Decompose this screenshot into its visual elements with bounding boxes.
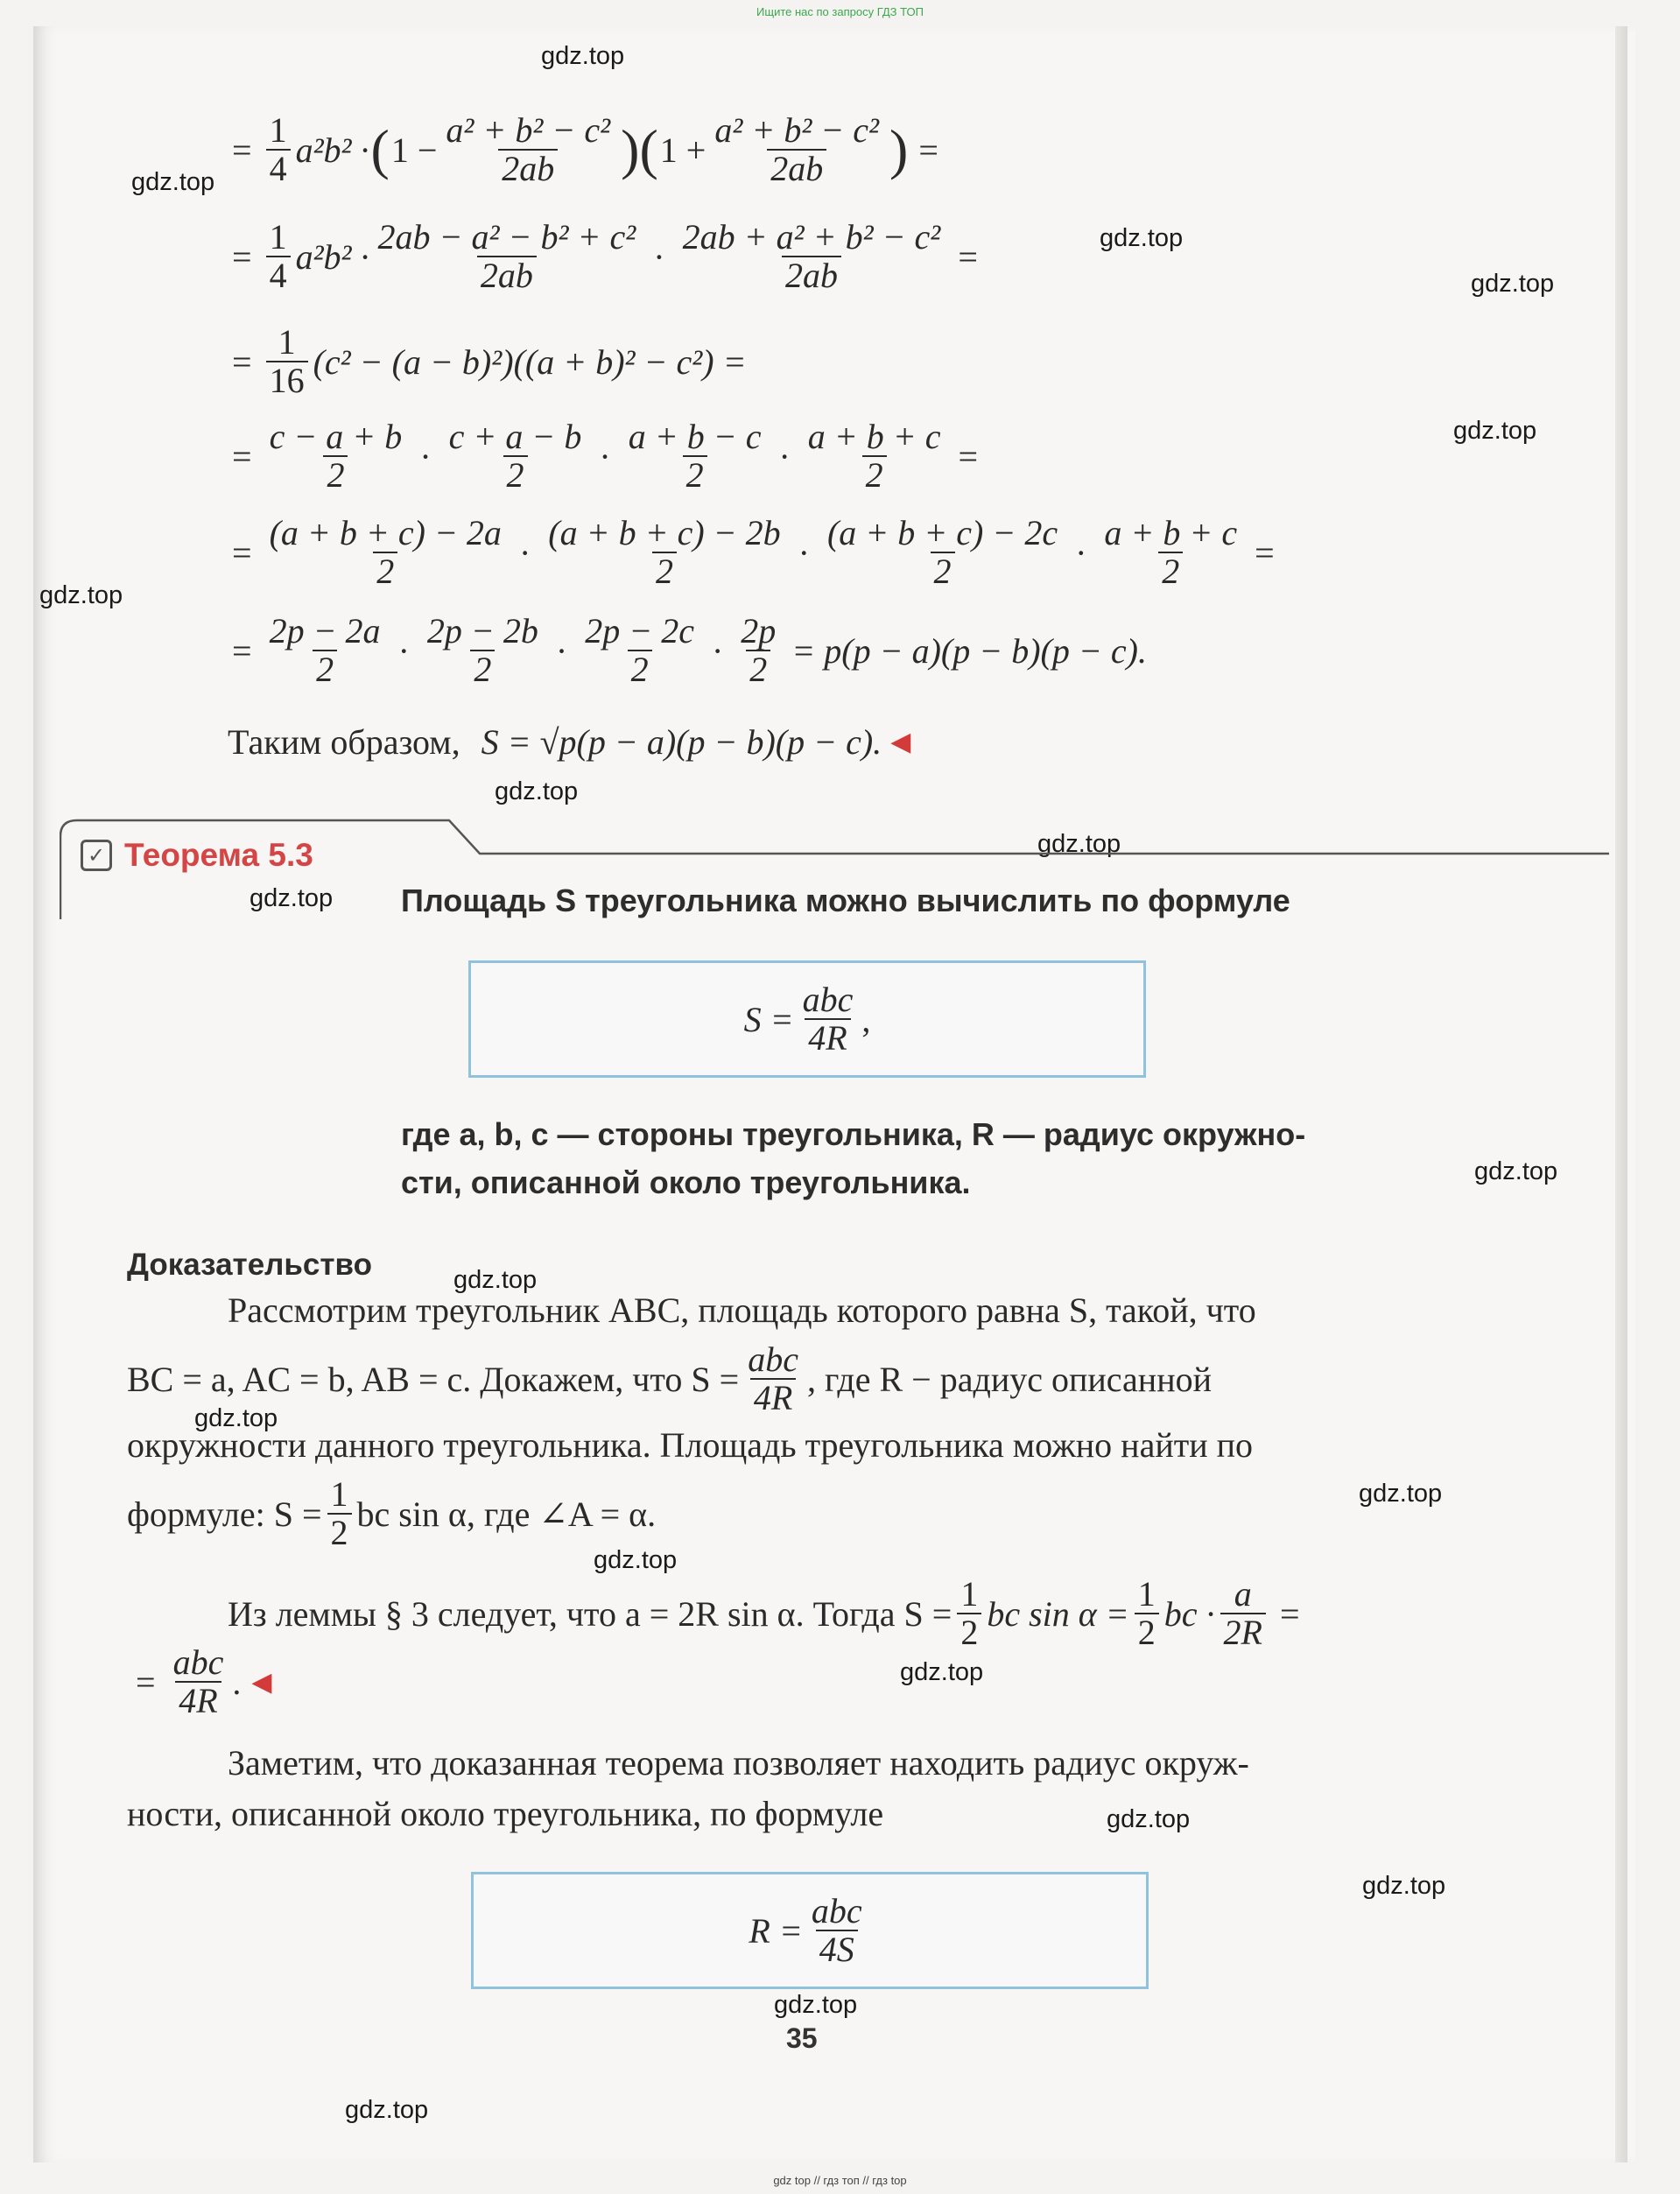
theorem-where-line: где a, b, c — стороны треугольника, R — радиус окружно- [401, 1116, 1306, 1152]
theorem-formula-box [468, 960, 1146, 1078]
top-banner[interactable]: Ищите нас по запросу ГДЗ ТОП [756, 5, 924, 18]
paren: )( [621, 118, 658, 180]
watermark: gdz.top [1471, 270, 1555, 298]
equals-sign: = [232, 532, 252, 573]
watermark: gdz.top [1107, 1805, 1191, 1833]
fraction: $\frac{\text{2ab − a² − b² + c²}}{2ab}$ [377, 217, 636, 295]
fraction: $\frac{2p - 2b}{2}$ [426, 611, 538, 689]
watermark: gdz.top [1362, 1872, 1446, 1900]
fraction: $\frac{c - a + b}{2}$ [269, 417, 403, 495]
page-edge [1615, 26, 1627, 2162]
conclusion-text: Таким образом, [228, 722, 460, 762]
term: a²b² · [295, 236, 369, 277]
fraction: $\frac{2p - 2a}{2}$ [269, 611, 381, 689]
dot-operator: · [599, 436, 611, 476]
proof-paragraph: Заметим, что доказанная теорема позволяет находить радиус окруж- ности, описанной около треугольника, по формуле [127, 1743, 1249, 1833]
fraction: $\frac{\text{a² + b² − c²}}{2ab}$ [714, 110, 880, 188]
fraction: $\frac{1}{16}$ [266, 324, 308, 399]
equation-line-1 [223, 112, 947, 187]
watermark: gdz.top [900, 1658, 984, 1686]
watermark: gdz.top [774, 1991, 858, 2019]
theorem-where-line: сти, описанной около треугольника. [401, 1164, 971, 1200]
dot-operator: · [711, 630, 724, 671]
proof-heading: Доказательство [127, 1248, 372, 1282]
term: (c² − (a − b)²)((a + b)² − c²) = [313, 341, 747, 382]
fraction: $\frac{\text{abc}}{4R}$ [748, 1340, 798, 1417]
watermark: gdz.top [594, 1546, 678, 1574]
proof-line: Рассмотрим треугольник ABC, площадь которого равна S, такой, что [228, 1290, 1256, 1330]
equation-line-6 [223, 613, 1147, 688]
fraction: $\frac{\text{a² + b² − c²}}{2ab}$ [446, 110, 611, 188]
watermark: gdz.top [495, 777, 579, 805]
term: 1 − [390, 130, 438, 170]
watermark: gdz.top [131, 168, 215, 196]
fraction: $\frac{1}{4}$ [266, 112, 291, 187]
formula-tail: , [861, 999, 871, 1039]
watermark: gdz.top [250, 884, 334, 912]
equals-sign: = [232, 436, 252, 476]
fraction: $\frac{c + a - b}{2}$ [448, 417, 582, 495]
watermark: gdz.top [453, 1266, 538, 1294]
fraction: $\frac{(a + b + c) - 2b}{2}$ [548, 513, 781, 591]
equation-line-4 [223, 418, 987, 494]
paren: ) [889, 118, 909, 180]
fraction: $\frac{\text{2ab + a² + b² − c²}}{2ab}$ [682, 217, 941, 295]
dot-operator: · [397, 630, 410, 671]
term: = p(p − a)(p − b)(p − c). [791, 630, 1147, 671]
proof-line: окружности данного треугольника. Площадь треугольника можно найти по [127, 1425, 1254, 1465]
theorem-where [401, 1110, 1305, 1206]
equals-sign: = [232, 130, 252, 170]
fraction: $\frac{\text{abc}}{4R}$ [802, 980, 854, 1058]
equation-line-3 [223, 324, 747, 399]
formula-lhs: S = [743, 999, 794, 1039]
equals-sign: = [958, 436, 979, 476]
fraction: $\frac{1}{2}$ [1135, 1576, 1159, 1651]
equals-sign: = [232, 630, 252, 671]
dot-operator: · [419, 436, 432, 476]
equals-sign: = [918, 130, 938, 170]
proof-line: формуле: S = $\frac{1}{2}$ bc sin α, где ∠A = α. [127, 1474, 657, 1552]
fraction: $\frac{a + b - c}{2}$ [628, 417, 762, 495]
proof-line: = $\frac{\text{abc}}{4R}$ . ◀ [136, 1642, 272, 1720]
end-of-proof-icon: ◀ [251, 1667, 272, 1697]
watermark: gdz.top [194, 1404, 278, 1432]
theorem-label [81, 837, 313, 874]
fraction: $\frac{(a + b + c) - 2a}{2}$ [269, 513, 502, 591]
paren: ( [370, 118, 390, 180]
fraction: $\frac{\text{abc}}{4S}$ [811, 1891, 862, 1969]
watermark: gdz.top [1359, 1480, 1443, 1508]
fraction: $\frac{2p}{2}$ [741, 611, 777, 689]
fraction: $\frac{1}{4}$ [266, 219, 291, 294]
fraction: $\frac{1}{2}$ [957, 1576, 981, 1651]
watermark: gdz.top [1100, 224, 1184, 252]
watermark: gdz.top [1453, 417, 1537, 445]
equals-sign: = [232, 236, 252, 277]
conclusion-line [228, 721, 910, 763]
equals-sign: = [232, 341, 252, 382]
fraction: $\frac{a + b + c}{2}$ [1104, 513, 1238, 591]
fraction: $\frac{(a + b + c) - 2c}{2}$ [826, 513, 1058, 591]
equation-line-2 [223, 219, 987, 294]
watermark: gdz.top [345, 2096, 429, 2124]
equation-line-5 [223, 515, 1283, 590]
dot-operator: · [555, 630, 568, 671]
watermark: gdz.top [39, 581, 123, 609]
radius-formula-box: R = $\frac{\text{abc}}{4S}$ [471, 1872, 1149, 1989]
page-number: 35 [786, 2022, 818, 2054]
proof-line: Из леммы § 3 следует, что a = 2R sin α. Тогда S = $\frac{1}{2}$ bc sin α = $\frac{1}{2}$ bc · $\frac{a}{2R}$ = [228, 1574, 1300, 1652]
fraction: $\frac{\text{abc}}{4R}$ [172, 1642, 224, 1720]
fraction: $\frac{1}{2}$ [327, 1476, 352, 1551]
dot-operator: · [798, 532, 810, 573]
equals-sign: = [958, 236, 978, 277]
bottom-banner[interactable]: gdz top // гдз топ // гдз top [773, 2174, 907, 2187]
term: 1 + [659, 130, 706, 170]
dot-operator: · [1075, 532, 1087, 573]
checkbox-icon: ✓ [81, 840, 112, 871]
conclusion-formula: S = √p(p − a)(p − b)(p − c). [481, 722, 882, 762]
equals-sign: = [1255, 532, 1275, 573]
watermark: gdz.top [1474, 1157, 1558, 1185]
dot-operator: · [518, 532, 531, 573]
end-of-proof-icon: ◀ [890, 728, 911, 756]
fraction: $\frac{a + b + c}{2}$ [807, 417, 941, 495]
dot-operator: · [653, 236, 665, 277]
watermark: gdz.top [541, 42, 625, 70]
dot-operator: · [778, 436, 791, 476]
watermark: gdz.top [1037, 830, 1121, 858]
term: a²b² · [295, 130, 369, 170]
fraction: $\frac{2p - 2c}{2}$ [585, 611, 694, 689]
proof-line: BC = a, AC = b, AB = c. Докажем, что S = $\frac{\text{abc}}{4R}$ , где R − радиус описанной [127, 1340, 1213, 1417]
fraction: $\frac{a}{2R}$ [1220, 1576, 1266, 1651]
theorem-statement: Площадь S треугольника можно вычислить по формуле [401, 883, 1290, 918]
theorem-title: Теорема 5.3 [124, 837, 313, 873]
